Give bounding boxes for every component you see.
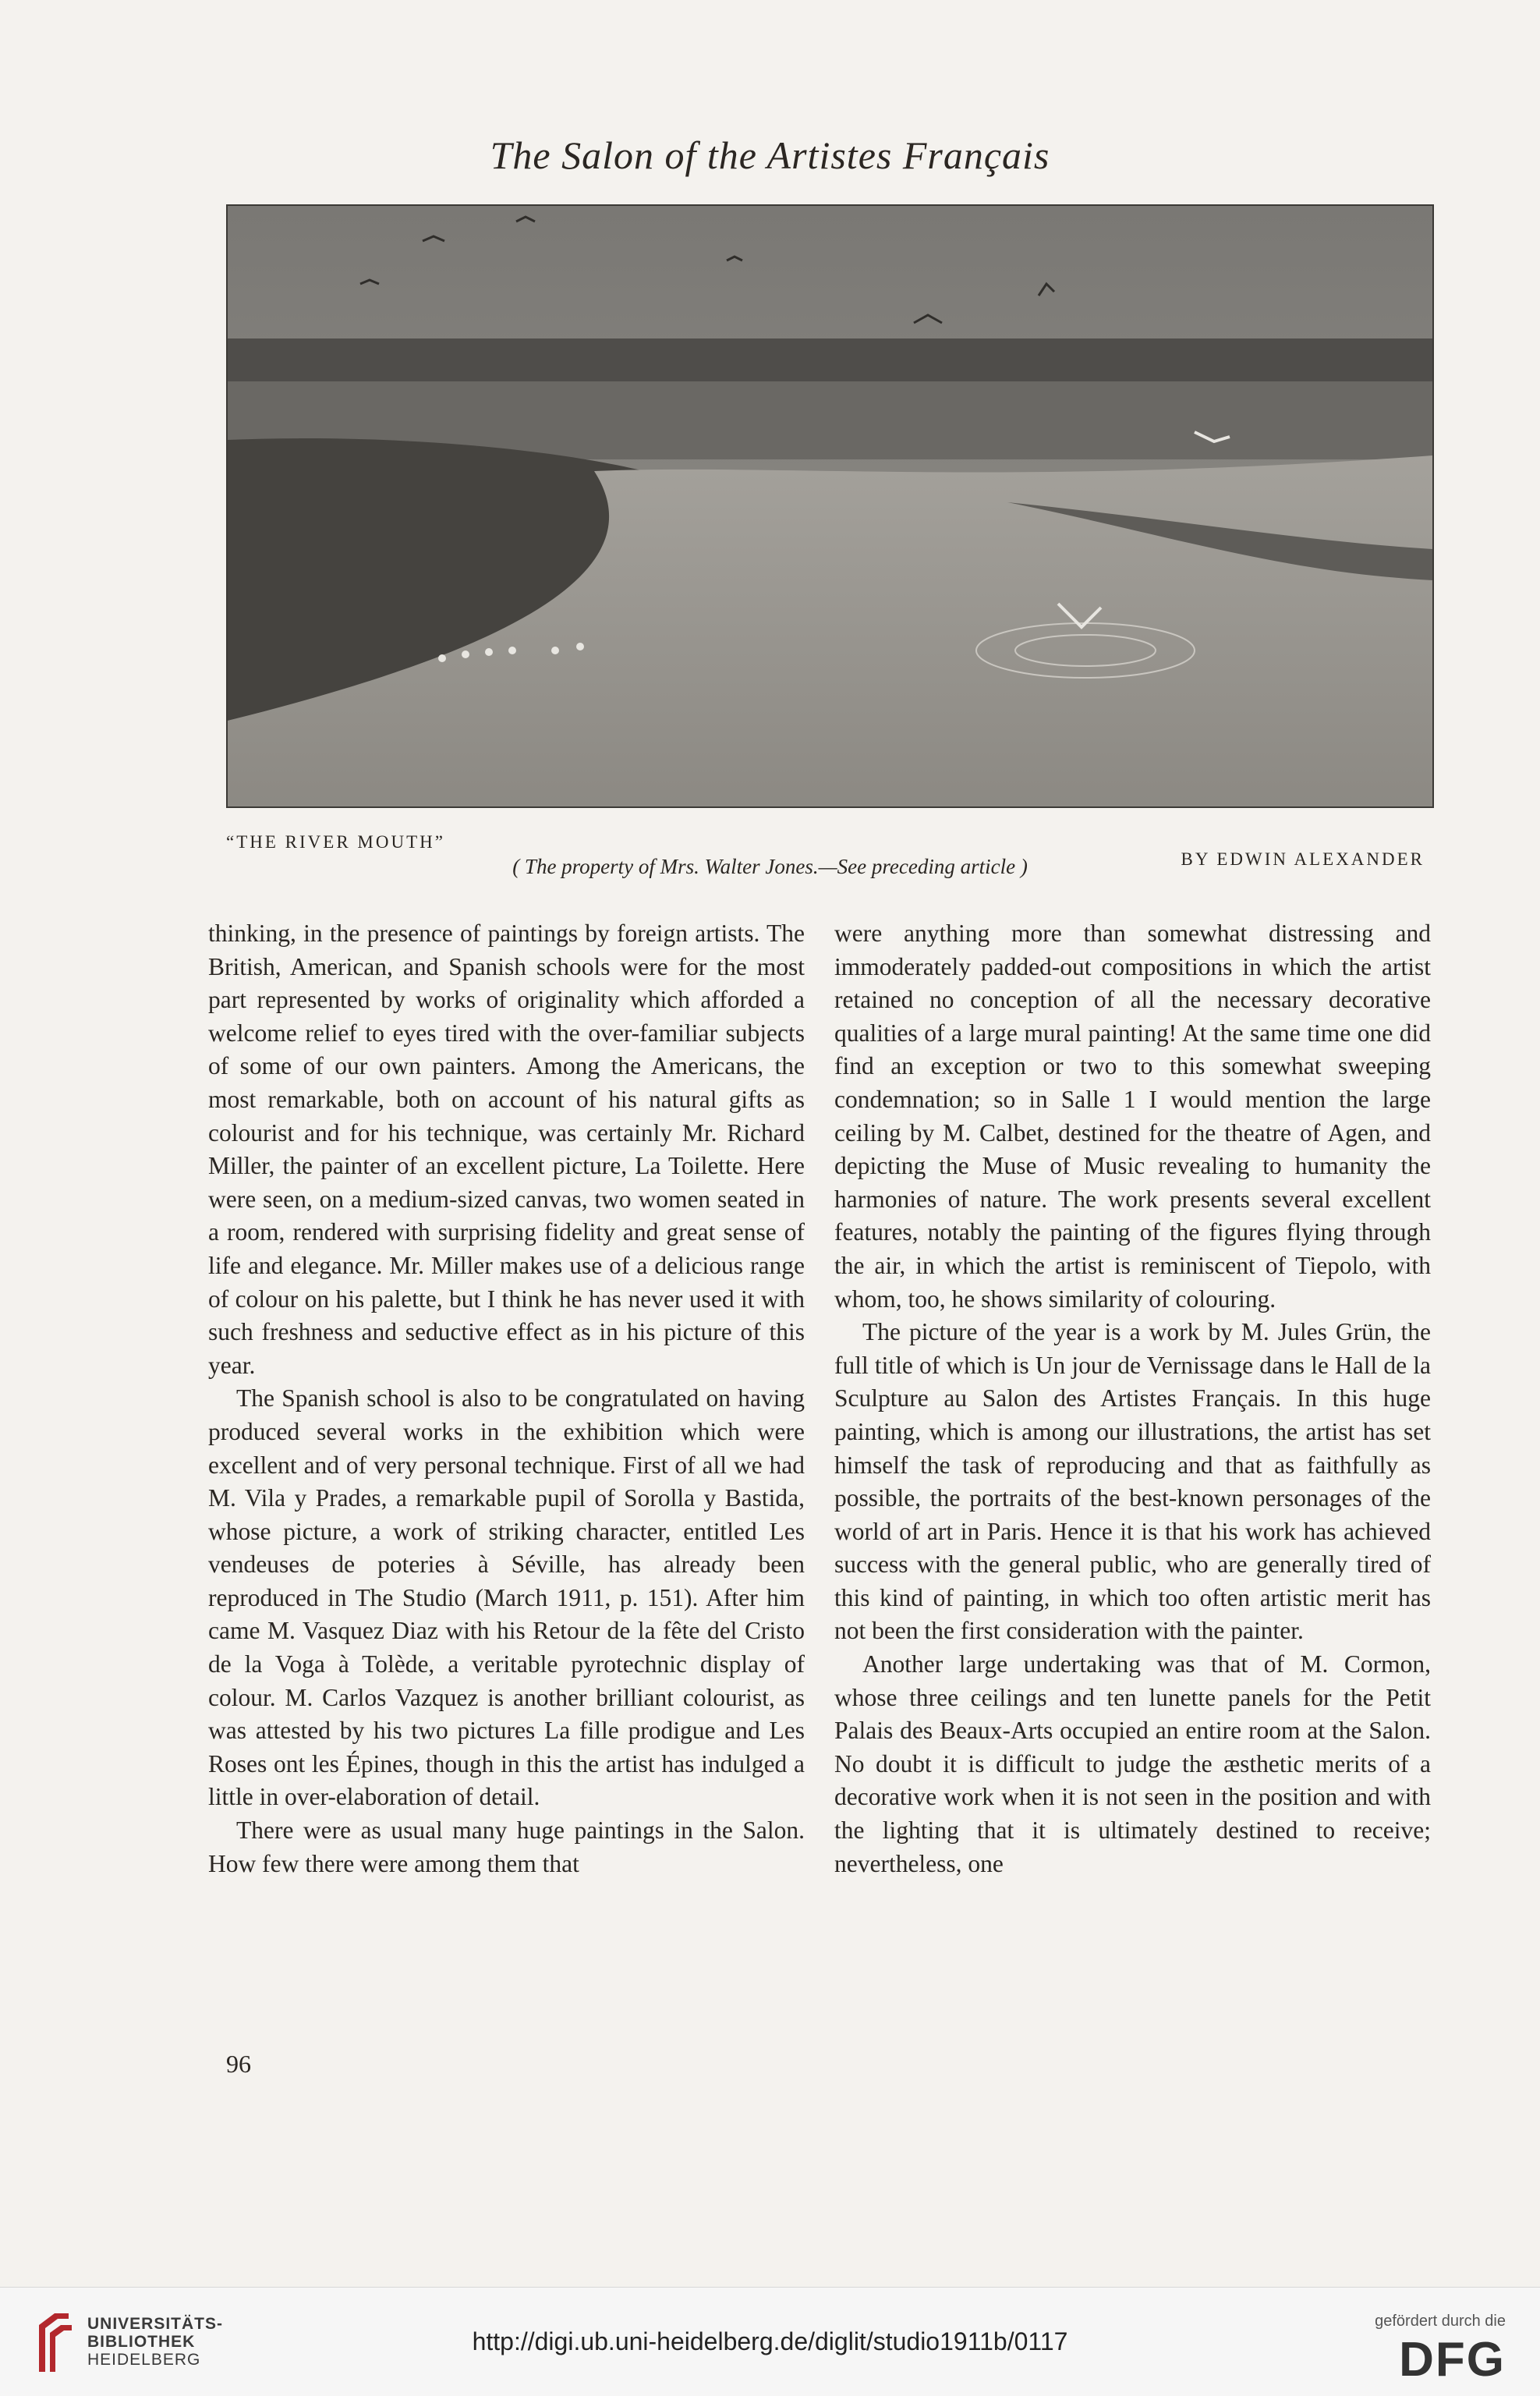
text-column-left bbox=[208, 917, 805, 1880]
running-head: The Salon of the Artistes Français bbox=[490, 133, 1050, 177]
text-column-right bbox=[834, 917, 1431, 1880]
library-name-line-3: HEIDELBERG bbox=[87, 2351, 201, 2369]
funding-note: gefördert durch die bbox=[1375, 2313, 1506, 2330]
viewer-footer bbox=[0, 2287, 1540, 2396]
left-paragraph-3: There were as usual many huge paintings in the Salon. How few there were among them that bbox=[208, 1816, 805, 1877]
page-number: 96 bbox=[226, 2050, 251, 2078]
library-name-line-1: UNIVERSITÄTS- bbox=[87, 2315, 224, 2333]
right-paragraph-1: were anything more than somewhat distressing and immoderately padded-out compositions in which the artist retained no conception of all the necessary decorative qualities of a large mural painting! At the same time one did find an exception or two to this somewhat sweeping condemnation; so in Salle 1 I would mention the large ceiling by M. Calbet, destined for the theatre of Agen, and depicting the Muse of Music revealing to humanity the harmonies of nature. The work presents several excellent features, notably the painting of the figures flying through the air, in which the artist is reminiscent of Tiepolo, with whom, too, he shows similarity of colouring. bbox=[834, 920, 1431, 1313]
right-paragraph-2: The picture of the year is a work by M. Jules Grün, the full title of which is Un jour de Vernissage dans le Hall de la Sculpture au Salon des Artistes Français. In this huge painting, which is among our illustrations, the artist has set himself the task of reproducing and that as faithfully as possible, the portraits of the best-known personages of the world of art in Paris. Hence it is that his work has achieved success with the general public, who are generally tired of this kind of painting, in which too often artistic merit has not been the first consideration with the painter. bbox=[834, 1318, 1431, 1645]
seascape-illustration bbox=[228, 206, 1432, 806]
library-name-line-2: BIBLIOTHEK bbox=[87, 2333, 196, 2351]
plate-title: “THE RIVER MOUTH” bbox=[226, 832, 445, 852]
plate-river-mouth bbox=[226, 204, 1434, 808]
plate-provenance-note: ( The property of Mrs. Walter Jones.—See preceding article ) bbox=[512, 855, 1028, 878]
right-paragraph-3: Another large undertaking was that of M. Cormon, whose three ceilings and ten lunette panels for the Petit Palais des Beaux-Arts occupied an entire room at the Salon. No doubt it is difficult to judge the æsthetic merits of a decorative work when it is not seen in the position and with the lighting that it is ultimately destined to receive; nevertheless, one bbox=[834, 1650, 1431, 1877]
left-paragraph-1: thinking, in the presence of paintings by foreign artists. The British, American, and Spanish schools were for the most part represented by works of originality which afforded a welcome relief to eyes tired with the over-familiar subjects of some of our own painters. Among the Americans, the most remarkable, both on account of his natural gifts as colourist and for his technique, was certainly Mr. Richard Miller, the painter of an excellent picture, La Toilette. Here were seen, on a medium-sized canvas, two women seated in a room, rendered with surprising fidelity and great sense of life and elegance. Mr. Miller makes use of a delicious range of colour on his palette, but I think he has never used it with such freshness and seductive effect as in his picture of this year. bbox=[208, 920, 805, 1379]
permalink-url[interactable]: http://digi.ub.uni-heidelberg.de/diglit/studio1911b/0117 bbox=[472, 2327, 1068, 2355]
left-paragraph-2: The Spanish school is also to be congratulated on having produced several works in the exhibition which were excellent and of very personal technique. First of all we had M. Vila y Prades, a remarkable pupil of Sorolla y Bastida, whose picture, a work of striking character, entitled Les vendeuses de poteries à Séville, has already been reproduced in The Studio (March 1911, p. 151). After him came M. Vasquez Diaz with his Retour de la fête del Cristo de la Voga à Tolède, a veritable pyrotechnic display of colour. M. Carlos Vazquez is another brilliant colourist, as was attested by his two pictures La fille prodigue and Les Roses ont les Épines, though in this the artist has indulged a little in over-elaboration of detail. bbox=[208, 1384, 805, 1811]
dfg-logo: DFG bbox=[1399, 2333, 1506, 2387]
plate-artist: BY EDWIN ALEXANDER bbox=[1181, 849, 1425, 869]
